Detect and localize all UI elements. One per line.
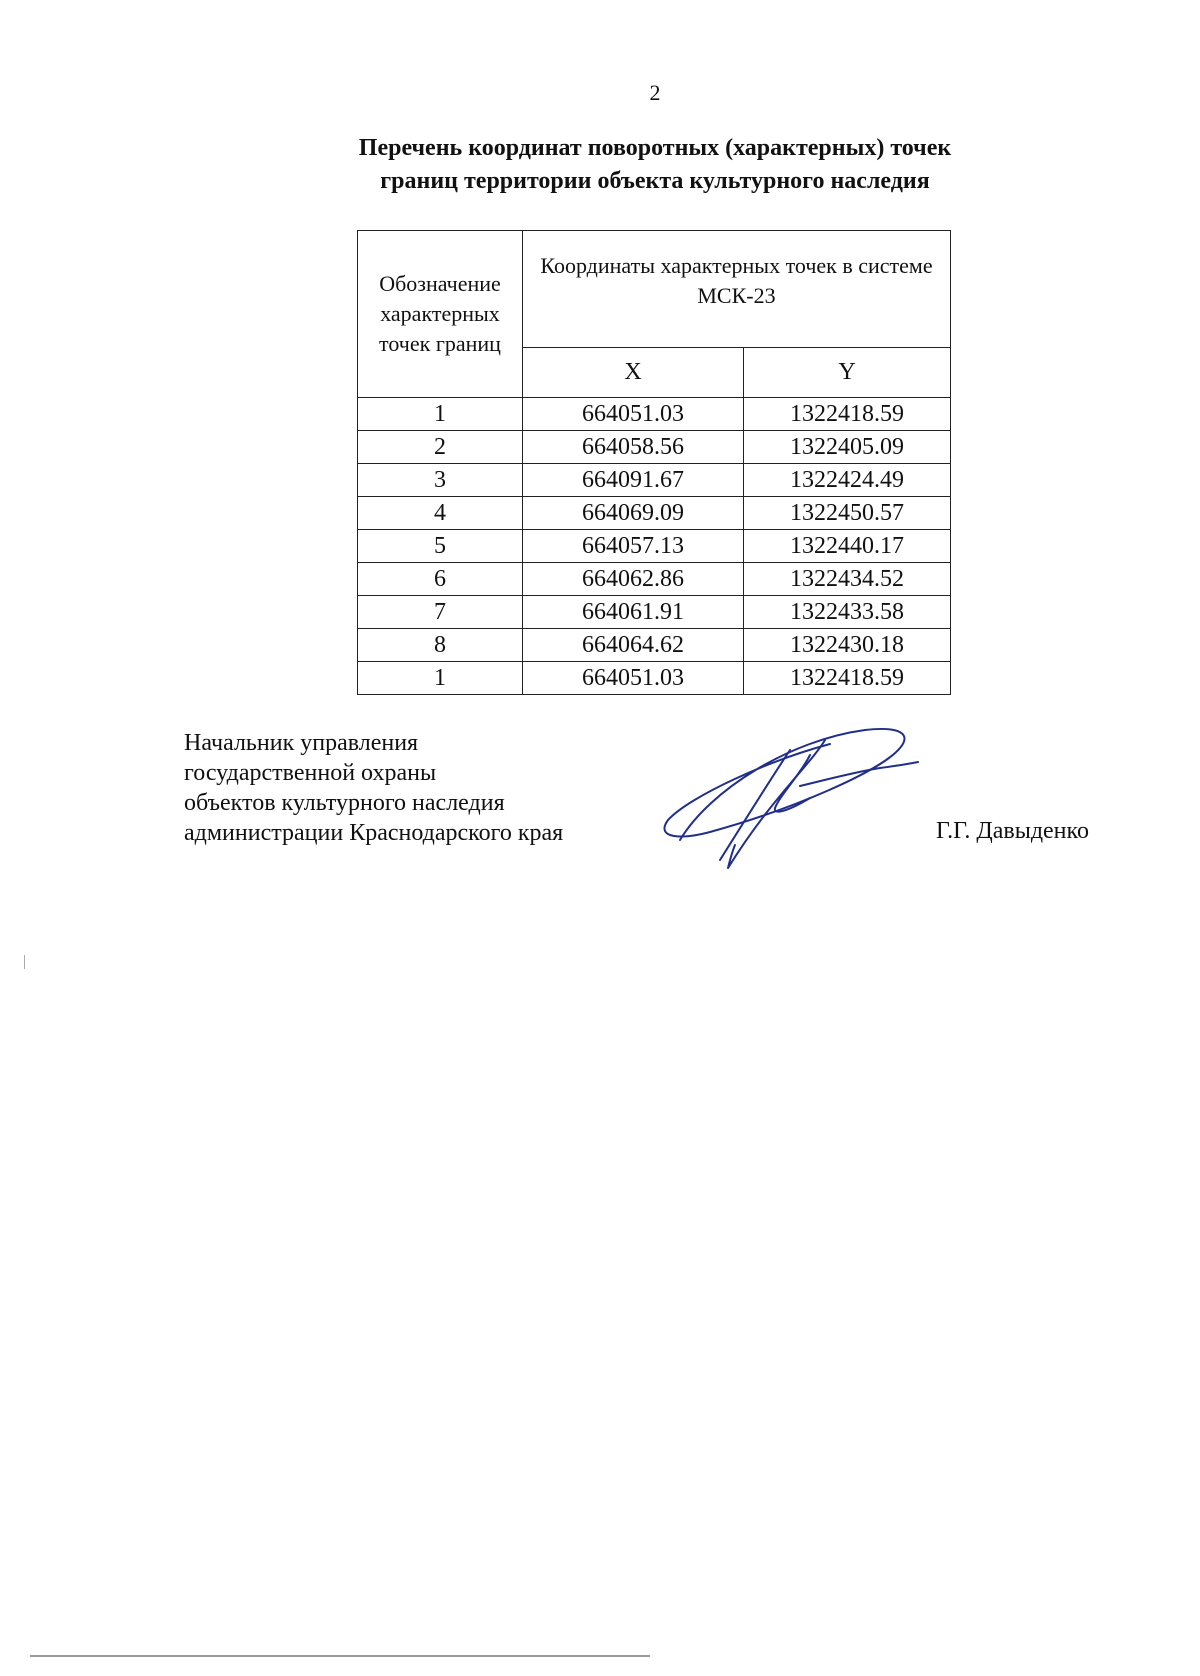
point-cell: 1 — [358, 398, 523, 431]
table-row — [358, 497, 951, 530]
table-row — [358, 629, 951, 662]
y-cell: 1322433.58 — [744, 596, 951, 629]
y-cell: 1322430.18 — [744, 629, 951, 662]
table-row — [358, 662, 951, 695]
position-line: объектов культурного наследия — [184, 790, 505, 816]
point-cell: 5 — [358, 530, 523, 563]
x-cell: 664051.03 — [523, 398, 744, 431]
x-cell: 664069.09 — [523, 497, 744, 530]
table-row — [358, 398, 951, 431]
coordinates-table-body — [358, 398, 951, 695]
handwritten-signature — [650, 720, 920, 880]
point-cell: 3 — [358, 464, 523, 497]
position-line: государственной охраны — [184, 760, 437, 786]
title-line-2: границ территории объекта культурного наследия — [380, 168, 930, 194]
table-row — [358, 530, 951, 563]
x-cell: 664058.56 — [523, 431, 744, 464]
y-cell: 1322424.49 — [744, 464, 951, 497]
page-number: 2 — [649, 80, 661, 105]
table-row — [358, 464, 951, 497]
x-cell: 664051.03 — [523, 662, 744, 695]
point-cell: 7 — [358, 596, 523, 629]
position-line: Начальник управления — [184, 730, 419, 756]
table-row — [358, 431, 951, 464]
point-cell: 6 — [358, 563, 523, 596]
signatory-name: Г.Г. Давыденко — [936, 818, 1089, 844]
table-row — [358, 596, 951, 629]
coordinates-table — [357, 230, 951, 695]
position-line: администрации Краснодарского края — [184, 820, 564, 846]
table-row — [358, 563, 951, 596]
header-coordinates: Координаты характерных точек в системе МСК-23 — [523, 231, 951, 348]
y-cell: 1322418.59 — [744, 398, 951, 431]
document-title — [290, 132, 1020, 198]
margin-mark — [24, 955, 25, 969]
x-cell: 664062.86 — [523, 563, 744, 596]
header-point-designation: Обозначение характерных точек границ — [358, 231, 523, 398]
point-cell: 2 — [358, 431, 523, 464]
y-cell: 1322440.17 — [744, 530, 951, 563]
x-cell: 664091.67 — [523, 464, 744, 497]
point-cell: 4 — [358, 497, 523, 530]
title-line-1: Перечень координат поворотных (характерных) точек — [358, 135, 952, 161]
y-cell: 1322434.52 — [744, 563, 951, 596]
y-cell: 1322450.57 — [744, 497, 951, 530]
header-y: Y — [744, 348, 951, 398]
y-cell: 1322405.09 — [744, 431, 951, 464]
footer-rule — [30, 1655, 650, 1657]
point-cell: 8 — [358, 629, 523, 662]
header-x: X — [523, 348, 744, 398]
y-cell: 1322418.59 — [744, 662, 951, 695]
point-cell: 1 — [358, 662, 523, 695]
signatory-position — [184, 728, 563, 848]
x-cell: 664057.13 — [523, 530, 744, 563]
x-cell: 664061.91 — [523, 596, 744, 629]
x-cell: 664064.62 — [523, 629, 744, 662]
